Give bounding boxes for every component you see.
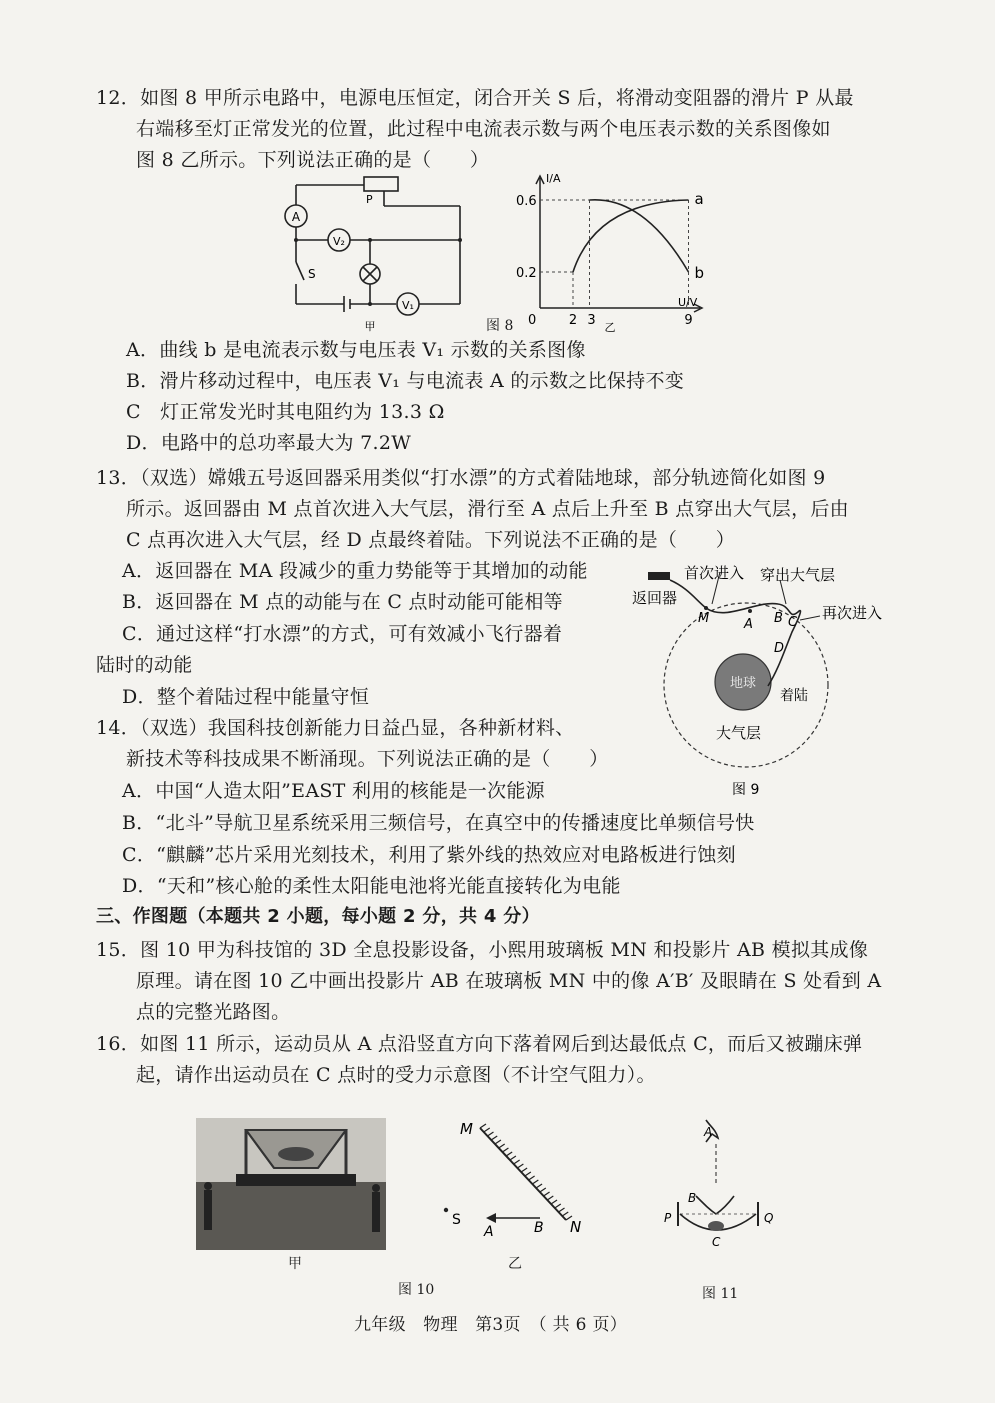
point-b-label: B: [688, 1191, 697, 1205]
fig11-caption: 图 11: [702, 1286, 739, 1302]
point-m: M: [698, 611, 710, 626]
landing-label: 着陆: [780, 688, 808, 704]
fig10-yi-diagram: [436, 1114, 586, 1248]
ammeter-label: A: [291, 210, 301, 224]
q12-line-2: 右端移至灯正常发光的位置，此过程中电流表示数与两个电压表示数的关系图像如: [136, 118, 831, 140]
q14-line-2: 新技术等科技成果不断涌现。下列说法正确的是（ ）: [126, 748, 609, 770]
fig8-graph: [510, 168, 710, 336]
q13-line-2: 所示。返回器由 M 点首次进入大气层，滑行至 A 点后上升至 B 点穿出大气层，后由: [126, 498, 849, 520]
q13-option-b: B．返回器在 M 点的动能与在 C 点时动能可能相等: [122, 591, 563, 613]
q15-line-3: 点的完整光路图。: [136, 1001, 291, 1023]
mirror-m-label: M: [460, 1120, 473, 1138]
point-d: D: [774, 641, 785, 656]
switch-label: S: [308, 267, 316, 281]
exit-label: 穿出大气层: [760, 566, 836, 584]
point-q-label: Q: [764, 1211, 774, 1225]
graph-xlabel: U/V: [678, 296, 698, 309]
fig10-jia-photo: [196, 1118, 386, 1250]
y-tick-0.2: 0.2: [516, 266, 537, 281]
q13-line-3: C 点再次进入大气层，经 D 点最终着陆。下列说法不正确的是（ ）: [126, 529, 736, 551]
section-3-heading: 三、作图题（本题共 2 小题，每小题 2 分，共 4 分）: [96, 906, 540, 927]
page-footer: 九年级 物理 第3页 （ 共 6 页）: [354, 1315, 628, 1335]
graph-ylabel: I/A: [546, 172, 561, 185]
point-p-label: P: [664, 1211, 672, 1225]
q13-option-c: C．通过这样“打水漂”的方式，可有效减小飞行器着: [122, 623, 563, 645]
point-c-label: C: [712, 1235, 721, 1249]
capsule-label: 返回器: [632, 589, 678, 607]
y-tick-0.6: 0.6: [516, 194, 537, 209]
jumper-a-label: A: [704, 1125, 713, 1139]
fig11-trampoline: [660, 1114, 780, 1254]
graph-label: 乙: [604, 321, 616, 334]
point-b: B: [774, 611, 783, 626]
q14-line-1: 14．（双选）我国科技创新能力日益凸显，各种新材料、: [96, 717, 575, 739]
circuit-label: 甲: [364, 320, 376, 333]
fig9-trajectory: [628, 560, 908, 805]
fig10-label-jia: 甲: [288, 1256, 302, 1272]
slide-b-label: B: [534, 1220, 544, 1236]
q14-option-b: B．“北斗”导航卫星系统采用三频信号，在真空中的传播速度比单频信号快: [122, 812, 755, 834]
q12-option-a: A．曲线 b 是电流表示数与电压表 V₁ 示数的关系图像: [126, 339, 586, 361]
point-c: C: [788, 615, 798, 630]
q16-line-2: 起，请作出运动员在 C 点时的受力示意图（不计空气阻力）。: [136, 1064, 656, 1086]
fig10-label-yi: 乙: [508, 1256, 522, 1272]
earth-label: 地球: [730, 676, 757, 691]
curve-b: [573, 200, 689, 272]
mirror-n-label: N: [570, 1218, 582, 1236]
x-tick-0: 0: [528, 313, 537, 328]
q12-option-c: C 灯正常发光时其电阻约为 13.3 Ω: [126, 401, 445, 423]
slide-a-label: A: [484, 1224, 494, 1240]
q15-line-2: 原理。请在图 10 乙中画出投影片 AB 在玻璃板 MN 中的像 A′B′ 及眼睛在 S 处看到 A: [136, 970, 882, 992]
curve-b-label: b: [694, 264, 705, 282]
point-a: A: [744, 617, 753, 632]
q12-line-3: 图 8 乙所示。下列说法正确的是（ ）: [136, 149, 490, 171]
fig8-circuit: [280, 172, 480, 334]
curve-a: [590, 200, 689, 272]
voltmeter2-label: V₂: [333, 235, 345, 248]
q12-line-1: 12．如图 8 甲所示电路中，电源电压恒定，闭合开关 S 后，将滑动变阻器的滑片 P 从最: [96, 87, 854, 109]
q14-option-a: A．中国“人造太阳”EAST 利用的核能是一次能源: [122, 780, 545, 802]
fig8-caption: 图 8: [486, 318, 514, 334]
slider-label: P: [366, 193, 373, 206]
first-entry-label: 首次进入: [684, 564, 745, 582]
q15-line-1: 15．图 10 甲为科技馆的 3D 全息投影设备，小熙用玻璃板 MN 和投影片 AB 模拟其成像: [96, 939, 869, 961]
x-tick-2: 2: [568, 313, 578, 328]
q14-option-c: C．“麒麟”芯片采用光刻技术，利用了紫外线的热效应对电路板进行蚀刻: [122, 844, 736, 866]
fig10-caption: 图 10: [398, 1282, 435, 1298]
q12-option-d: D．电路中的总功率最大为 7.2W: [126, 432, 412, 454]
x-tick-3: 3: [587, 313, 596, 328]
q13-line-1: 13．（双选）嫦娥五号返回器采用类似“打水漂”的方式着陆地球，部分轨迹简化如图 9: [96, 467, 826, 489]
q12-option-b: B．滑片移动过程中，电压表 V₁ 与电流表 A 的示数之比保持不变: [126, 370, 685, 392]
q13-option-a: A．返回器在 MA 段减少的重力势能等于其增加的动能: [122, 560, 588, 582]
q16-line-1: 16．如图 11 所示，运动员从 A 点沿竖直方向下落着网后到达最低点 C，而后又被蹦床弹: [96, 1033, 863, 1055]
atmosphere-label: 大气层: [716, 724, 762, 742]
q13-option-d: D．整个着陆过程中能量守恒: [122, 686, 370, 708]
fig9-caption: 图 9: [732, 782, 760, 798]
curve-a-label: a: [694, 190, 704, 208]
eye-s-label: S: [452, 1212, 461, 1228]
q13-option-c-cont: 陆时的动能: [96, 654, 193, 676]
q14-option-d: D．“天和”核心舱的柔性太阳能电池将光能直接转化为电能: [122, 875, 621, 897]
voltmeter1-label: V₁: [402, 299, 414, 312]
reentry-label: 再次进入: [822, 604, 883, 622]
x-tick-9: 9: [684, 313, 693, 328]
